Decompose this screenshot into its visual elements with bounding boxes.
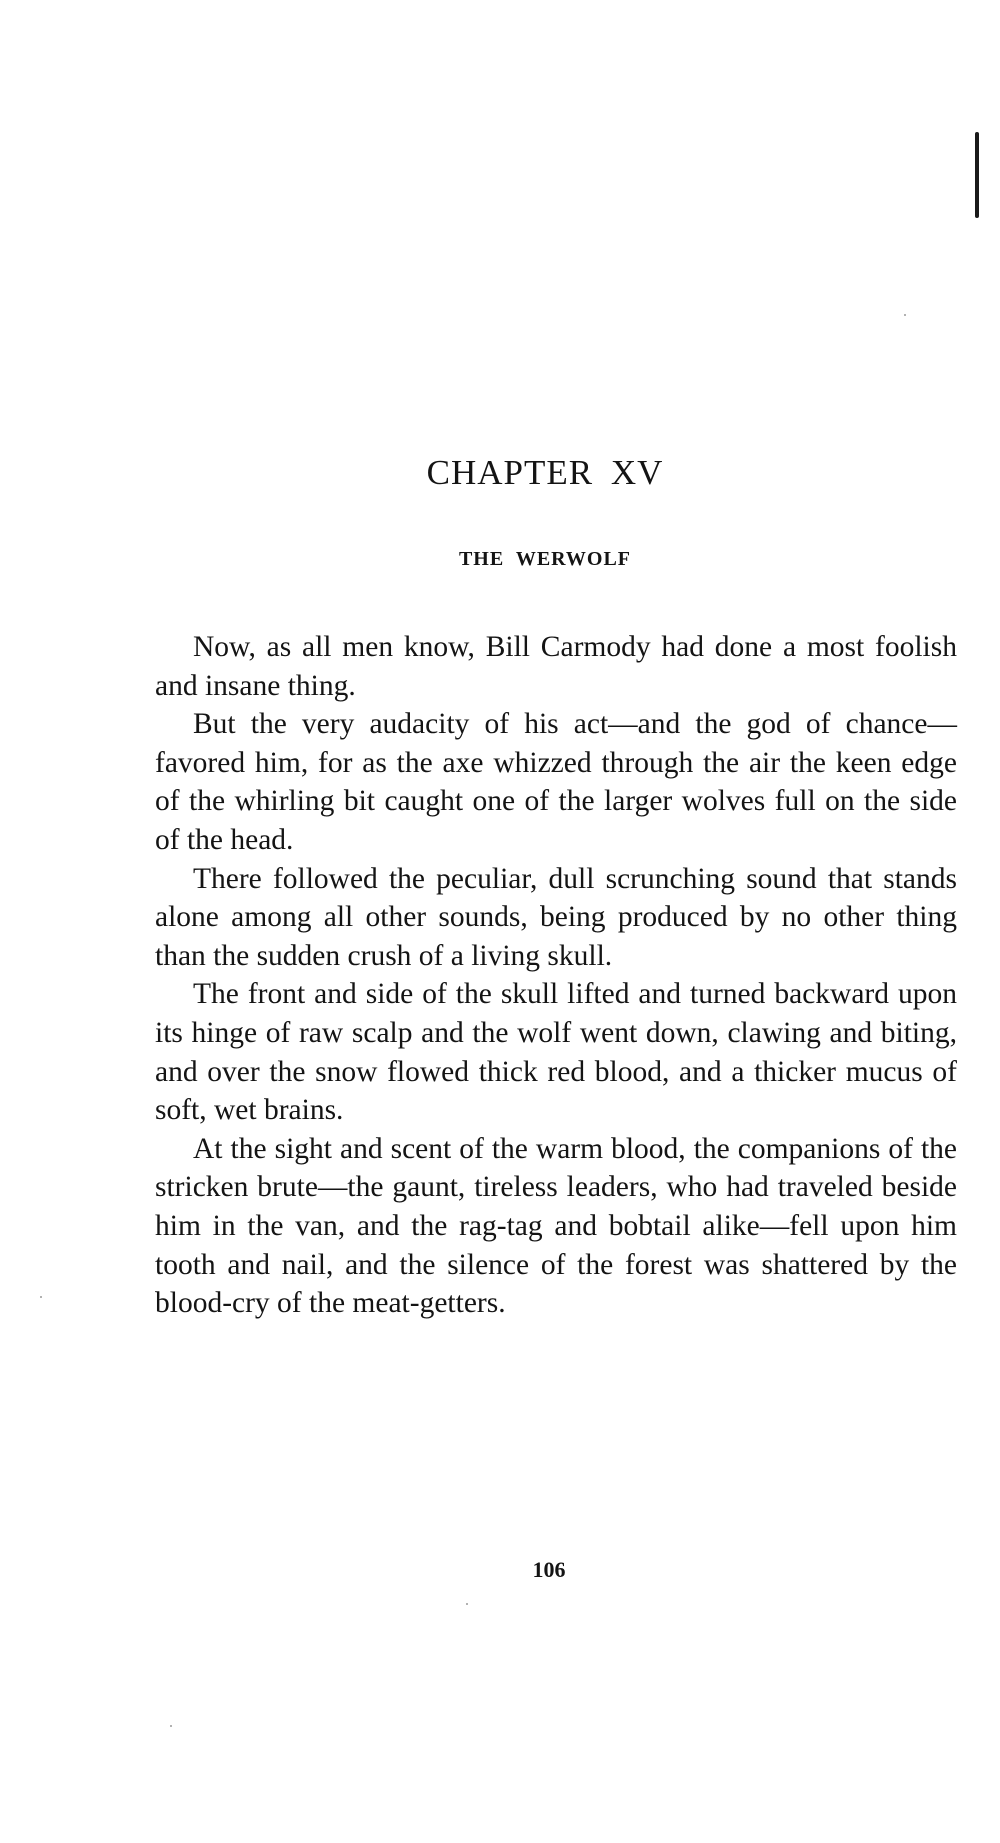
scan-speck [904, 314, 906, 316]
paragraph: There followed the peculiar, dull scrunching sound that stands alone among all other sounds, being produced by no other thing than the sudden crush of a living skull. [155, 862, 957, 972]
paragraph: Now, as all men know, Bill Carmody had done a most foolish and insane thing. [155, 631, 957, 702]
paragraph: At the sight and scent of the warm blood, the companions of the stricken brute—the gaunt, tireless leaders, who had traveled beside him in the van, and the rag-tag and bobtail alike—fell upon him tooth and nail, and the silence of the forest was shattered by the blood-cry of the meat-getters. [155, 1132, 957, 1320]
paragraph: But the very audacity of his act—and the god of chance—favored him, for as the axe whizzed through the air the keen edge of the whirling bit caught one of the larger wolves full on the side of the head. [155, 708, 957, 856]
chapter-body [155, 628, 957, 1323]
paragraph: The front and side of the skull lifted and turned backward upon its hinge of raw scalp and the wolf went down, clawing and biting, and over the snow flowed thick red blood, and a thicker mucus of soft, wet brains. [155, 978, 957, 1127]
scan-speck [40, 1296, 42, 1298]
chapter-subtitle: THE WERWOLF [458, 548, 632, 570]
chapter-title: CHAPTER XV [426, 453, 664, 492]
scan-margin-mark [975, 132, 979, 218]
scan-speck [466, 1603, 468, 1605]
scan-speck [170, 1725, 172, 1727]
page-number: 106 [532, 1557, 566, 1582]
